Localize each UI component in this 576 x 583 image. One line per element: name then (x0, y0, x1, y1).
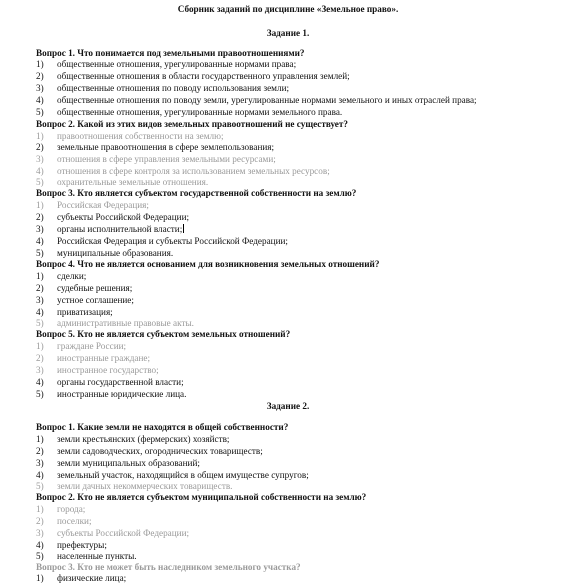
answer-option: 1) города; (36, 504, 86, 514)
answer-option: 2) судебные решения; (36, 283, 133, 293)
answer-option: 3) иностранное государство; (36, 365, 159, 375)
answer-option: 1) Российская Федерация; (36, 200, 149, 210)
answer-option: 3) органы исполнительной власти; (36, 224, 183, 234)
question-title: Вопрос 1. Какие земли не находятся в общей собственности? (36, 422, 289, 432)
answer-option: 5) населенные пункты. (36, 551, 137, 561)
answer-option: 3) отношения в сфере управления земельными ресурсами; (36, 154, 276, 164)
document-title: Сборник заданий по дисциплине «Земельное право». (177, 4, 399, 14)
answer-option: 3) общественные отношения по поводу использования земли; (36, 83, 290, 93)
answer-option: 5) иностранные юридические лица. (36, 389, 187, 399)
task-2-title: Задание 2. (266, 401, 310, 411)
answer-option: 4) приватизация; (36, 307, 113, 317)
question-title: Вопрос 1. Что понимается под земельными правоотношениями? (36, 48, 305, 58)
answer-option: 4) земельный участок, находящийся в общем имуществе супругов; (36, 470, 309, 480)
answer-option: 4) общественные отношения по поводу земли, урегулированные нормами земельного и иных отраслей права; (36, 95, 477, 105)
answer-option: 2) субъекты Российской Федерации; (36, 212, 190, 222)
answer-option: 4) отношения в сфере контроля за использованием земельных ресурсов; (36, 166, 330, 176)
question-title: Вопрос 3. Кто является субъектом государственной собственности на землю? (36, 188, 357, 198)
answer-option: 1) физические лица; (36, 573, 127, 583)
answer-option: 2) поселки; (36, 516, 92, 526)
answer-option: 4) Российская Федерация и субъекты Российской Федерации; (36, 236, 288, 246)
answer-option: 3) субъекты Российской Федерации; (36, 528, 190, 538)
answer-option: 3) земли муниципальных образований; (36, 458, 200, 468)
answer-option: 5) административные правовые акты. (36, 318, 194, 328)
answer-option: 1) сделки; (36, 271, 87, 281)
answer-option: 4) органы государственной власти; (36, 377, 184, 387)
answer-option: 5) земли дачных некоммерческих товариществ. (36, 481, 233, 491)
question-title: Вопрос 5. Кто не является субъектом земельных отношений? (36, 329, 291, 339)
answer-option: 5) муниципальные образования. (36, 248, 174, 258)
answer-option: 1) земли крестьянских (фермерских) хозяйств; (36, 434, 230, 444)
question-title: Вопрос 2. Кто не является субъектом муниципальной собственности на землю? (36, 492, 367, 502)
question-title: Вопрос 4. Что не является основанием для возникновения земельных отношений? (36, 259, 380, 269)
answer-option: 2) иностранные граждане; (36, 353, 151, 363)
answer-option: 5) общественные отношения, урегулированные нормами земельного права. (36, 107, 343, 117)
answer-option: 4) префектуры; (36, 540, 107, 550)
answer-option: 5) охранительные земельные отношения. (36, 177, 209, 187)
answer-option: 1) общественные отношения, урегулированные нормами права; (36, 59, 297, 69)
question-title: Вопрос 2. Какой из этих видов земельных правоотношений не существует? (36, 119, 348, 129)
answer-option: 2) земельные правоотношения в сфере землепользования; (36, 142, 275, 152)
task-1-title: Задание 1. (266, 28, 310, 38)
answer-option: 1) граждане России; (36, 341, 127, 351)
answer-option: 3) устное соглашение; (36, 295, 134, 305)
text-cursor (183, 224, 184, 233)
answer-option: 2) общественные отношения в области государственного управления землей; (36, 71, 350, 81)
answer-option: 2) земли садоводческих, огороднических товариществ; (36, 446, 263, 456)
answer-option: 1) правоотношения собственности на землю; (36, 131, 224, 141)
question-title: Вопрос 3. Кто не может быть наследником земельного участка? (36, 562, 301, 572)
